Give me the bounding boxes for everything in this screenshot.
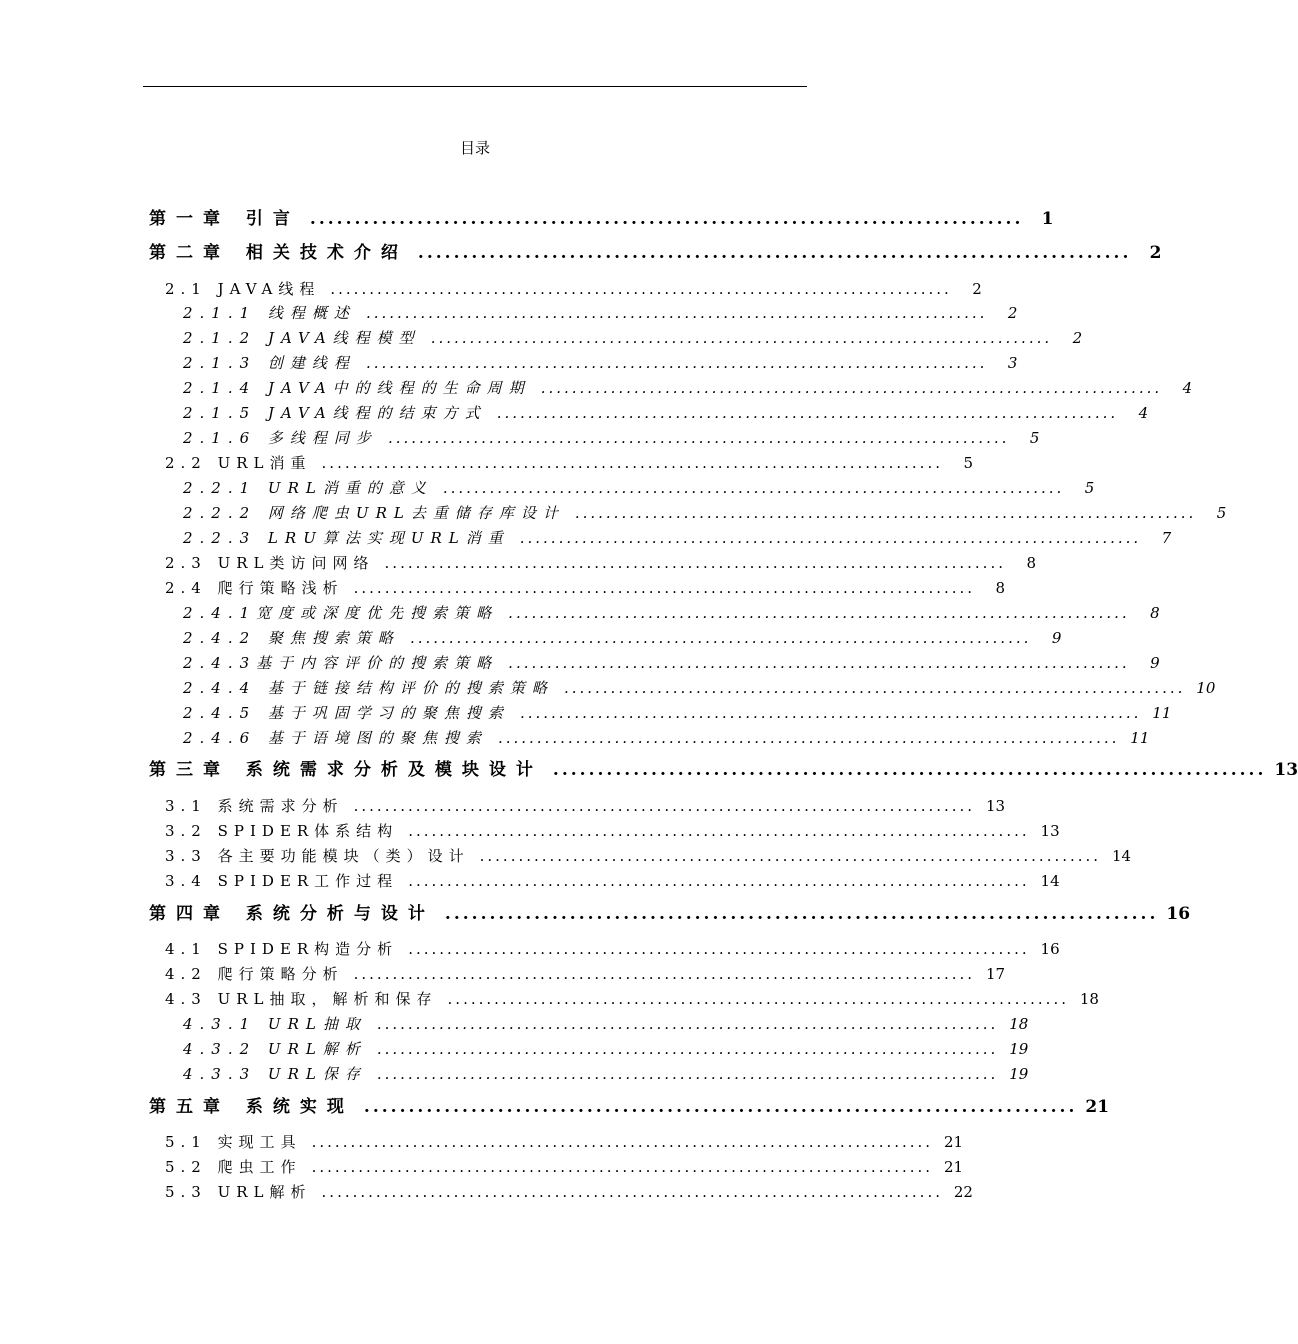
toc-leader: ................................................................................: [519, 704, 1142, 722]
toc-leader: ................................................................................: [365, 304, 988, 322]
toc-entry-page: 11: [1152, 704, 1172, 722]
toc-entry[interactable]: [165, 277, 982, 301]
toc-leader: ................................................................................: [384, 554, 1006, 572]
toc-entry[interactable]: [149, 241, 1162, 265]
toc-entry-label: 第五章 系统实现: [149, 1097, 354, 1117]
toc-leader: ................................................................................: [574, 504, 1197, 522]
toc-leader: ................................................................................: [442, 479, 1065, 497]
toc-leader: ................................................................................: [552, 760, 1267, 780]
toc-entry-page: 14: [1111, 847, 1132, 865]
toc-entry[interactable]: [165, 962, 1006, 986]
toc-entry-label: 2.4.5 基于巩固学习的聚焦搜索: [183, 704, 510, 722]
toc-entry-page: 18: [1079, 990, 1099, 1008]
toc-entry-page: 16: [1166, 904, 1191, 924]
toc-entry-page: 11: [1130, 729, 1150, 747]
toc-entry[interactable]: [165, 551, 1036, 575]
toc-leader: ................................................................................: [363, 1097, 1078, 1117]
toc-entry[interactable]: [183, 726, 1150, 750]
toc-entry[interactable]: [183, 601, 1160, 625]
toc-entry[interactable]: [183, 426, 1040, 450]
toc-leader: ................................................................................: [311, 1158, 934, 1176]
toc-entry-label: 2.1.3 创建线程: [183, 354, 356, 372]
toc-entry-page: 21: [943, 1133, 964, 1151]
toc-entry[interactable]: [165, 794, 1006, 818]
toc-entry-label: 2.4.6 基于语境图的聚焦搜索: [183, 729, 488, 747]
toc-entry[interactable]: [183, 301, 1018, 325]
toc-entry[interactable]: [183, 1062, 1029, 1086]
toc-leader: ................................................................................: [408, 940, 1030, 958]
toc-entry[interactable]: [149, 758, 1298, 782]
toc-entry-page: 3: [1007, 354, 1018, 372]
toc-entry[interactable]: [183, 526, 1172, 550]
toc-leader: ................................................................................: [376, 1065, 999, 1083]
toc-entry[interactable]: [183, 351, 1018, 375]
toc-entry-label: 4.3.2 URL解析: [183, 1040, 367, 1058]
toc-entry-label: 4.1 SPIDER构造分析: [165, 940, 399, 958]
toc-entry-label: 3.4 SPIDER工作过程: [165, 872, 399, 890]
toc-entry[interactable]: [183, 401, 1149, 425]
toc-entry-label: 5.1 实现工具: [165, 1133, 302, 1151]
toc-entry-label: 2.1.5 JAVA线程的结束方式: [183, 404, 487, 422]
toc-entry[interactable]: [149, 1095, 1110, 1119]
toc-entry[interactable]: [183, 701, 1172, 725]
toc-entry-label: 5.3 URL解析: [165, 1183, 312, 1201]
toc-entry-page: 14: [1040, 872, 1060, 890]
toc-leader: ................................................................................: [376, 1040, 999, 1058]
toc-entry-label: 2.4.1宽度或深度优先搜索策略: [183, 604, 499, 622]
toc-entry[interactable]: [183, 1037, 1029, 1061]
toc-entry-page: 21: [1085, 1097, 1110, 1117]
toc-entry-page: 19: [1009, 1065, 1029, 1083]
toc-entry[interactable]: [183, 626, 1062, 650]
toc-entry[interactable]: [165, 1155, 964, 1179]
toc-entry-page: 8: [995, 579, 1006, 597]
toc-entry-page: 4: [1182, 379, 1193, 397]
toc-leader: ................................................................................: [563, 679, 1186, 697]
toc-entry-page: 10: [1196, 679, 1216, 697]
toc-leader: ................................................................................: [430, 329, 1053, 347]
toc-entry[interactable]: [149, 207, 1054, 231]
toc-entry[interactable]: [149, 902, 1191, 926]
toc-leader: ................................................................................: [409, 629, 1032, 647]
toc-leader: ................................................................................: [540, 379, 1163, 397]
toc-leader: ................................................................................: [417, 243, 1132, 263]
toc-entry[interactable]: [183, 376, 1193, 400]
toc-entry[interactable]: [165, 987, 1099, 1011]
toc-entry[interactable]: [183, 651, 1160, 675]
toc-entry[interactable]: [165, 937, 1060, 961]
toc-entry-page: 16: [1040, 940, 1060, 958]
toc-entry[interactable]: [165, 576, 1006, 600]
toc-entry-page: 9: [1051, 629, 1062, 647]
toc-entry-page: 5: [1216, 504, 1227, 522]
toc-leader: ................................................................................: [497, 729, 1120, 747]
toc-entry-page: 9: [1150, 654, 1160, 672]
toc-leader: ................................................................................: [376, 1015, 999, 1033]
toc-entry-label: 3.1 系统需求分析: [165, 797, 344, 815]
toc-leader: ................................................................................: [479, 847, 1102, 865]
toc-entry[interactable]: [183, 1012, 1029, 1036]
toc-leader: ................................................................................: [309, 209, 1024, 229]
page-title: 目录: [459, 139, 490, 157]
toc-entry[interactable]: [165, 1130, 964, 1154]
toc-entry-label: 3.3 各主要功能模块（类）设计: [165, 847, 470, 865]
toc-leader: ................................................................................: [321, 454, 943, 472]
toc-entry[interactable]: [165, 844, 1132, 868]
toc-entry[interactable]: [165, 1180, 973, 1204]
toc-entry-label: 第四章 系统分析与设计: [149, 904, 435, 924]
toc-leader: ................................................................................: [447, 990, 1069, 1008]
toc-entry-label: 2.1 JAVA线程: [165, 280, 321, 298]
toc-entry-page: 21: [943, 1158, 964, 1176]
toc-entry[interactable]: [183, 476, 1095, 500]
toc-leader: ................................................................................: [365, 354, 988, 372]
toc-entry-page: 5: [1084, 479, 1095, 497]
toc-leader: ................................................................................: [311, 1133, 934, 1151]
toc-entry-label: 第二章 相关技术介绍: [149, 243, 408, 263]
toc-entry-page: 22: [953, 1183, 973, 1201]
toc-leader: ................................................................................: [496, 404, 1119, 422]
toc-entry-page: 7: [1161, 529, 1172, 547]
toc-entry-page: 2: [1149, 243, 1162, 263]
toc-entry-page: 19: [1009, 1040, 1029, 1058]
toc-entry-page: 2: [972, 280, 982, 298]
toc-entry-page: 17: [985, 965, 1006, 983]
toc-entry-page: 2: [1007, 304, 1018, 322]
toc-leader: ................................................................................: [330, 280, 952, 298]
toc-entry-page: 18: [1009, 1015, 1029, 1033]
toc-entry-label: 2.1.4 JAVA中的线程的生命周期: [183, 379, 531, 397]
toc-entry-label: 2.2 URL消重: [165, 454, 312, 472]
toc-entry-label: 2.2.3 LRU算法实现URL消重: [183, 529, 510, 547]
toc-entry-label: 2.4 爬行策略浅析: [165, 579, 344, 597]
toc-entry-label: 2.4.4 基于链接结构评价的搜索策略: [183, 679, 554, 697]
toc-entry-page: 13: [1274, 760, 1298, 780]
toc-leader: ................................................................................: [444, 904, 1159, 924]
toc-leader: ................................................................................: [408, 872, 1030, 890]
toc-entry-page: 5: [1029, 429, 1040, 447]
toc-entry-page: 13: [1040, 822, 1060, 840]
toc-leader: ................................................................................: [508, 654, 1130, 672]
toc-entry-page: 1: [1041, 209, 1054, 229]
toc-entry-label: 第一章 引言: [149, 209, 300, 229]
toc-entry-label: 2.1.2 JAVA线程模型: [183, 329, 421, 347]
toc-entry[interactable]: [165, 451, 973, 475]
toc-leader: ................................................................................: [508, 604, 1130, 622]
toc-entry-label: 2.3 URL类访问网络: [165, 554, 375, 572]
toc-entry-label: 4.3.1 URL抽取: [183, 1015, 367, 1033]
toc-entry-page: 8: [1026, 554, 1036, 572]
toc-leader: ................................................................................: [387, 429, 1010, 447]
toc-leader: ................................................................................: [353, 797, 976, 815]
toc-entry-label: 2.1.1 线程概述: [183, 304, 356, 322]
toc-entry[interactable]: [183, 501, 1227, 525]
toc-entry[interactable]: [183, 676, 1216, 700]
toc-entry-label: 3.2 SPIDER体系结构: [165, 822, 399, 840]
toc-entry-label: 2.1.6 多线程同步: [183, 429, 378, 447]
toc-entry[interactable]: [183, 326, 1083, 350]
toc-entry[interactable]: [165, 869, 1060, 893]
toc-entry-page: 5: [963, 454, 973, 472]
toc-leader: ................................................................................: [353, 579, 976, 597]
toc-entry-page: 13: [985, 797, 1006, 815]
toc-leader: ................................................................................: [408, 822, 1030, 840]
toc-entry-label: 2.4.3基于内容评价的搜索策略: [183, 654, 499, 672]
toc-entry-label: 第三章 系统需求分析及模块设计: [149, 760, 543, 780]
toc-entry-page: 8: [1150, 604, 1160, 622]
toc-leader: ................................................................................: [353, 965, 976, 983]
toc-entry-label: 4.3.3 URL保存: [183, 1065, 367, 1083]
toc-entry[interactable]: [165, 819, 1060, 843]
toc-entry-label: 2.4.2 聚焦搜索策略: [183, 629, 400, 647]
toc-leader: ................................................................................: [321, 1183, 943, 1201]
toc-entry-label: 2.2.1 URL消重的意义: [183, 479, 433, 497]
toc-leader: ................................................................................: [519, 529, 1142, 547]
toc-entry-page: 2: [1072, 329, 1083, 347]
toc-entry-label: 2.2.2 网络爬虫URL去重储存库设计: [183, 504, 565, 522]
toc-entry-label: 4.2 爬行策略分析: [165, 965, 344, 983]
toc-entry-label: 5.2 爬虫工作: [165, 1158, 302, 1176]
toc-entry-label: 4.3 URL抽取，解析和保存: [165, 990, 438, 1008]
toc-entry-page: 4: [1138, 404, 1149, 422]
